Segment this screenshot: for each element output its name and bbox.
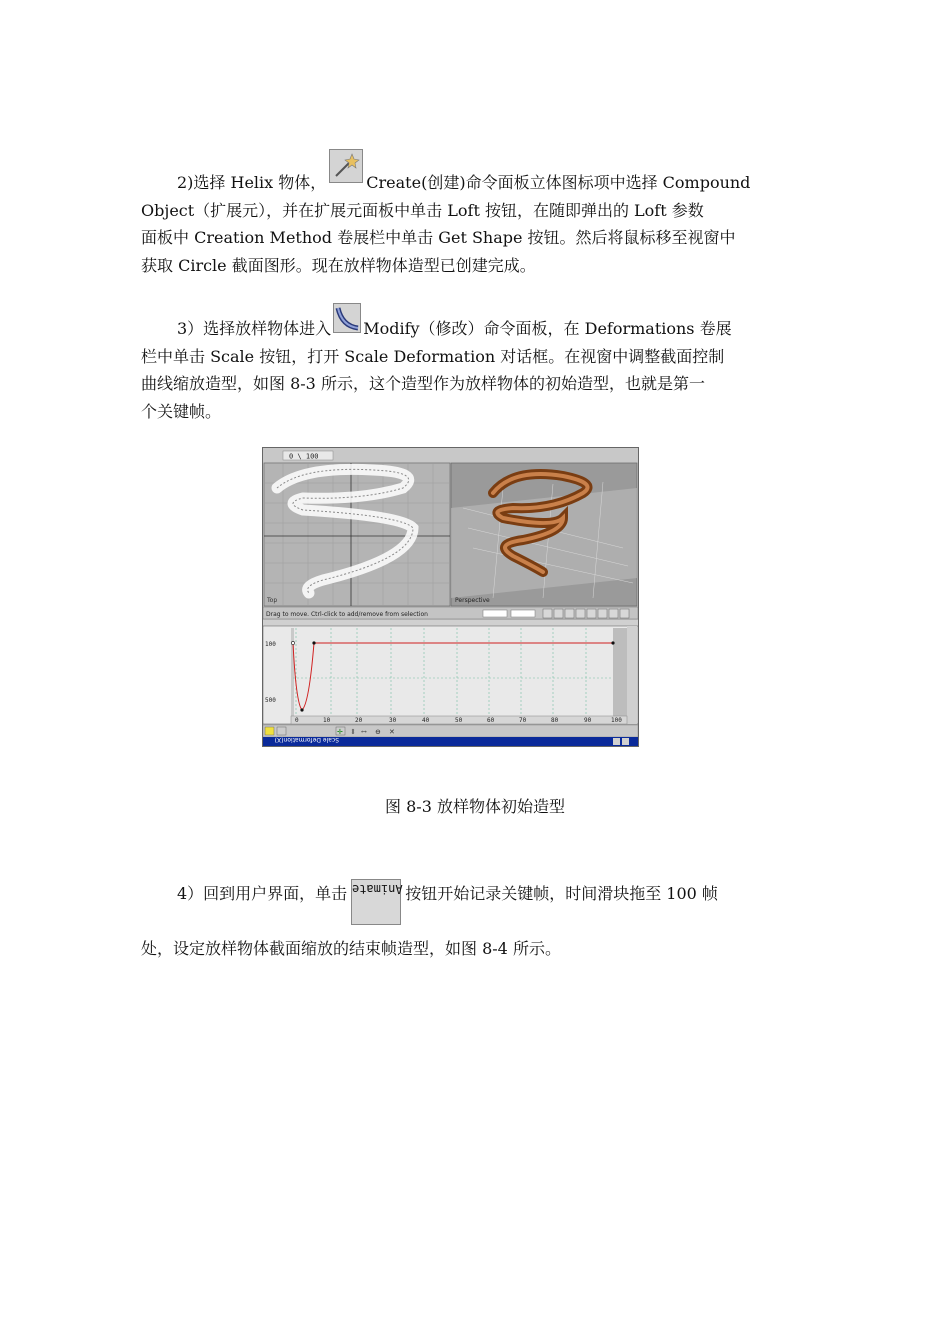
frame-counter: 0 \ 100 [289,452,319,461]
zoom-horizontal-icon[interactable]: ↔ [361,728,367,736]
maximize-icon[interactable] [613,738,620,745]
p2-line1: 2)选择 Helix 物体， Create(创建)命令面板立体图标项中选择 Compound [141,159,811,197]
control-point[interactable] [300,708,303,711]
paragraph-3 [141,309,811,425]
x-tick: 90 [584,717,592,724]
figure-caption: 图 8-3 放样物体初始造型 [385,797,565,816]
control-point[interactable] [291,641,294,644]
dialog-title: Scale Deformation(X) [274,736,339,743]
paragraph-4 [141,880,811,963]
max-screenshot [263,448,638,746]
p2-line4: 获取 Circle 截面图形。现在放样物体造型已创建完成。 [141,255,536,275]
figure-8-3-screenshot [262,447,639,747]
x-tick: 100 [611,717,622,724]
deformation-graph[interactable] [263,626,638,724]
x-tick: 20 [355,717,363,724]
x-tick: 70 [519,717,527,724]
p3-line4: 个关键帧。 [141,401,222,421]
animate-button[interactable]: Animate [351,879,401,925]
p4-line2: 处，设定放样物体截面缩放的结束帧造型，如图 8-4 所示。 [141,939,561,958]
viewport-label-left: Top [267,597,278,604]
value-field-2[interactable] [511,610,535,617]
p3-line3: 曲线缩放造型，如图 8-3 所示，这个造型作为放样物体的初始造型，也就是第一 [141,374,705,393]
bend-icon [334,304,360,332]
viewport-label-right: Perspective [455,597,490,604]
x-tick: 0 [295,717,299,724]
value-field-1[interactable] [483,610,507,617]
create-panel-icon[interactable] [329,149,363,183]
close-icon[interactable]: ✕ [389,728,395,736]
move-button[interactable] [277,727,286,735]
window-close-icon[interactable] [622,738,629,745]
zoom-extents-icon[interactable]: ⊖ [375,728,381,736]
p3-line2: 栏中单击 Scale 按钮，打开 Scale Deformation 对话框。在视窗中调整截面控制 [141,346,725,366]
p2-line3: 面板中 Creation Method 卷展栏中单击 Get Shape 按钮。然后将鼠标移至视窗中 [141,228,736,247]
status-text: Drag to move. Ctrl-click to add/remove from selection [266,611,428,618]
p3-line1: 3）选择放样物体进入 Modify（修改）命令面板，在 Deformations 卷展 [141,309,811,343]
control-point[interactable] [312,641,315,644]
svg-text:✛: ✛ [337,728,343,736]
zoom-icon[interactable]: ⇕ [350,728,356,736]
modify-panel-icon[interactable] [333,303,361,333]
x-tick: 50 [455,717,463,724]
x-tick: 30 [389,717,397,724]
x-tick: 40 [422,717,430,724]
x-tick: 10 [323,717,331,724]
p2-line2: Object（扩展元），并在扩展元面板中单击 Loft 按钮，在随即弹出的 Loft 参数 [141,200,704,220]
paragraph-2 [141,159,811,279]
key-button[interactable] [265,727,274,735]
x-tick: 60 [487,717,495,724]
p4-line1: 4）回到用户界面，单击 Animate 按钮开始记录关键帧，时间滑块拖至 100 帧 [141,880,811,935]
y-label-100: 100 [265,641,276,648]
control-point[interactable] [611,641,614,644]
graph-scrollbar[interactable] [613,628,627,722]
wand-icon [330,150,362,182]
y-label-500: 500 [265,697,276,704]
x-tick: 80 [551,717,559,724]
